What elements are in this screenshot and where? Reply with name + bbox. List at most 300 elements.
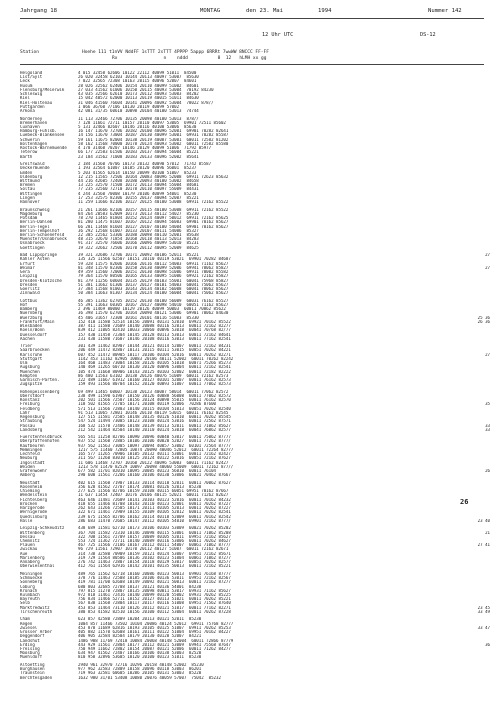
station-name: Traunstein — [20, 671, 45, 676]
station-name: Gera — [20, 270, 30, 275]
observation-values: 322 671 11461 72909 10155 20109 40105 52012 60011 70262 82541 — [78, 510, 231, 515]
station-name: Freiburg — [20, 402, 40, 407]
observation-values: 27 033 41562 61006 10150 20115 40093 53004 70192 84230 — [78, 87, 214, 92]
table-row — [20, 109, 490, 113]
observation-values: 48 315 32670 71854 10168 20118 40113 52013 84283 — [78, 237, 199, 242]
table-row — [20, 155, 490, 159]
column-codes-line1: Hoehe 111 t1nVV NddFF 1sTTT 2sTTT 4PPPP 5appp 6RRRt 7wwWW 8NCCC FF-FF — [82, 50, 269, 55]
observation-values: 1004 857 11466 73502 10104 20086 40124 52012 69911 75768 82777 — [78, 621, 234, 626]
observation-values: 86 480 11563 63102 10138 20126 40076 51009 60011 72162 82573 — [78, 373, 229, 378]
observation-values: 77 235 32560 72710 10178 20110 40097 55009 84431 — [78, 187, 199, 192]
station-name: Duesseldorf — [20, 332, 48, 337]
observation-values: 4 015 32458 62606 10122 22112 40099 51011 84500 — [78, 71, 197, 75]
observation-values: 157 430 11458 72304 10145 20128 40113 53013 60011 72162 84641 — [78, 332, 231, 337]
station-name: Sonneberg — [20, 580, 43, 585]
observation-values: 81 379 11256 60604 10135 20129 40103 55001 60041 75968 85827 — [78, 278, 229, 283]
row-annotation: 26 36 — [477, 319, 490, 324]
station-name: Teterow — [20, 150, 38, 155]
station-name: Weiden — [20, 464, 35, 469]
station-name: Hannover — [20, 200, 40, 205]
row-annotation — [442, 473, 490, 477]
station-name: Berlin-Schoenefeld — [20, 233, 65, 237]
row-annotation: 27 41 — [477, 543, 490, 548]
station-name: Helgoland — [20, 71, 43, 75]
station-name: Chemnitz — [20, 539, 40, 544]
weekday-label: MONTAG — [200, 8, 221, 14]
station-name: Neustadt — [20, 480, 40, 485]
observation-values: 322 708 11561 72709 10157 20089 40105 52011 69951 72162 85627 — [78, 534, 231, 539]
observation-values: 277 625 11566 82706 10159 20108 40115 60051 69951 70162 87667 — [78, 489, 229, 494]
station-name: Kulmbach — [20, 593, 40, 598]
observation-values: 51 381 11662 61306 10137 20127 40101 54003 60041 75062 85627 — [78, 282, 229, 287]
observation-values: 571 513 11566 72803 10140 20115 40104 51013 60051 70262 82540 — [78, 406, 231, 411]
station-name: Bremerhaven — [20, 120, 48, 125]
station-name: Landsberg — [20, 427, 43, 432]
station-name: Husum — [20, 83, 33, 88]
observation-values: 140 469 11265 60710 10130 20120 40096 53004 60011 72162 82541 — [78, 365, 231, 370]
table-row — [20, 473, 490, 477]
observation-values: 972 818 11461 72416 10140 20099 40120 55002 69931 70262 85225 — [78, 593, 231, 598]
observation-values: 11 113 32466 72706 10135 20098 40100 53013 878// — [78, 116, 199, 121]
station-name: Weimar — [20, 265, 35, 270]
row-annotation: 27 — [485, 352, 490, 357]
station-name: Norderney — [20, 116, 43, 121]
observation-values: 5 203 41565 62614 10150 20099 40100 51007 85233 — [78, 170, 197, 175]
station-name: Wittenberg — [20, 530, 45, 535]
station-name: Deggendorf — [20, 634, 45, 639]
observation-values: 797 815 11270 72807 10135 20098 40011 53017 69931 71162 85627 — [78, 588, 231, 593]
observation-values: 1 066 36/60 7/106 10130 20119 40099 57002 — [78, 104, 180, 109]
observation-values: 1632 980 31/01 53408 10080 20076 40059 57007 75042 85232 — [78, 675, 221, 680]
observation-values: 36 398 11570 62706 10164 20090 40121 53006 69901 70062 84630 — [78, 311, 229, 316]
station-name: Selb — [20, 601, 30, 606]
observation-values: 91 317 32570 76606 10166 20096 40099 53010 85231 — [78, 241, 199, 246]
observation-values: 46 385 11362 62705 10152 20130 40100 56009 60031 76162 85527 — [78, 298, 229, 303]
observation-values: 84 264 20583 62009 10173 20113 40112 54027 85230 — [78, 211, 199, 216]
station-name: Lahr — [20, 410, 30, 415]
station-name: Wuerzburg — [20, 315, 43, 320]
table-row — [20, 610, 490, 614]
observation-values: 406 905 32584 82504 10179 20130 40120 52007 84221 — [78, 634, 202, 639]
observation-values: 1486 908 11/69 72418 10084 20068 40148 52004 60011 72866 87779 — [78, 638, 234, 643]
row-annotation: 35 — [485, 402, 490, 407]
observation-values: 17 253 32575 82306 10155 20137 40094 52007 85221 — [78, 195, 199, 200]
observation-values: 11 259 11666 82106 10127 20125 40100 53008 69911 72162 85522 — [78, 200, 229, 205]
observation-values: 443 929 11561 72804 10177 20112 40121 53009 69941 75568 87647 — [78, 642, 231, 647]
station-name: Kaufbeuren — [20, 443, 45, 448]
row-annotation: 26 — [485, 469, 490, 474]
station-name: Puttgarden — [20, 104, 45, 109]
station-name: Leck — [20, 79, 30, 84]
station-name: Grosser Arber — [20, 630, 53, 635]
observation-values: 937 552 11560 72805 10106 20106 40020 52027 60011 77262 8777/ — [78, 439, 231, 444]
station-name: Trier — [20, 344, 33, 349]
observation-values: 12 215 11565 72506 10164 20083 40096 52008 69911 72623 85632 — [78, 174, 229, 179]
observation-values: 418 655 11466 81708 10143 20110 40123 52001 60011 70262 87227 — [78, 501, 231, 506]
station-name: Barth — [20, 154, 33, 159]
station-name: Nuernberg — [20, 311, 43, 316]
observation-values: 839 412 11005 82410 10033 20060 40096 53018 60041 70/68 82/77 — [78, 328, 231, 333]
observation-values: 453 870 11689 62816 10193 20105 40125 51007 69911 70262 85253 — [78, 625, 231, 630]
station-name: Dresden-Klotzsche — [20, 278, 62, 283]
station-name: Potsdam — [20, 216, 38, 221]
observation-values: 238 499 11590 61907 10150 20126 40088 56008 60011 77062 82572 — [78, 393, 231, 398]
station-name: Aachen — [20, 336, 35, 341]
station-name: Koeln/Bonn — [20, 328, 45, 333]
observation-values: 239 675 11565 82706 10162 20114 40118 52009 60011 70162 82542 — [78, 514, 231, 519]
station-name: Magdeburg — [20, 211, 43, 216]
station-name: Schmuecke — [20, 576, 43, 581]
row-annotation — [442, 109, 490, 113]
row-annotation — [442, 246, 490, 250]
station-name: Wittmund — [20, 179, 40, 183]
observation-values: 301 439 11462 82907 10144 20121 40114 52007 60011 72162 84231 — [78, 344, 231, 349]
station-name: Leipzig-Schkeuditz — [20, 526, 65, 531]
observation-values: 42 081 31/35 60610 10098 20104 40100 53013 74744 — [78, 109, 199, 114]
observation-values: 159 493 11566 80704 10152 20120 40093 51007 60011 77062 82573 — [78, 382, 231, 387]
observation-values: 78 270 11465 81804 10152 20124 40097 50012 69911 72162 85625 — [78, 216, 229, 221]
station-name: Meiningen — [20, 571, 43, 576]
station-name: Kahler Asten — [20, 257, 50, 262]
observation-values: 202 501 11566 72507 10156 20124 40098 55015 60011 76162 82570 — [78, 398, 231, 403]
observation-values: 977 962 32583 72809 10158 20096 40118 53003 86201 — [78, 667, 202, 672]
observation-values: 44 216 42605 72408 10180 20093 40100 53002 84658 — [78, 179, 199, 183]
station-name: Boltenhagen — [20, 141, 48, 146]
station-name: List/Sylt — [20, 75, 43, 80]
station-name: Wiesbaden — [20, 324, 43, 329]
observation-values: 14 156 11670 73004 10187 20130 40099 53001 69931 70282 85587 — [78, 133, 229, 138]
nummer-label: Nummer 142 — [428, 8, 462, 14]
observation-values: 127 515 11581 72505 10148 20135 40126 51010 60011 70262 85545 — [78, 415, 231, 420]
observation-values: 387 411 11580 72609 10140 20088 40116 52013 60011 72162 82277 — [78, 324, 231, 329]
station-name: Erfurt — [20, 261, 35, 266]
observation-values: 438 689 11581 62710 10173 20106 40103 53009 60021 70262 85202 — [78, 526, 231, 531]
observation-values: 66 177 22583 61506 10183 20137 40094 56004 85221 — [78, 150, 199, 155]
station-name: Straubing — [20, 419, 43, 424]
handwritten-mark: 26 — [460, 498, 469, 506]
station-name: Coburg — [20, 584, 35, 589]
observation-values: 412 761 11564 62916 10142 20101 40135 50013 60011 72162 85221 — [78, 564, 231, 569]
station-name: Oberpfaffenhofen — [20, 439, 60, 444]
observation-values: 13 225 32570 71508 10172 20113 40094 55004 84681 — [78, 183, 199, 188]
observation-values: 1213 578 11470 82529 10097 20098 40060 55009 60011 72162 877// — [78, 464, 234, 469]
observation-values: 26 020 32458 62103 10144 20113 40097 53007 85630 — [78, 75, 199, 80]
station-name: Emden — [20, 170, 33, 175]
observation-values: 367 704 11582 72310 10146 20098 40115 53001 60011 71062 85208 — [78, 530, 231, 535]
observation-values: 402 615 11560 71907 10133 20114 40110 52011 60011 70062 87627 — [78, 480, 231, 485]
station-name: Hohenpeissenberg — [20, 389, 60, 394]
observation-values: 453 853 11464 73110 10126 20112 40121 51017 60011 77162 82271 — [78, 605, 231, 610]
table-row — [20, 655, 490, 659]
station-name: Neuburg — [20, 456, 38, 461]
station-name: Cham — [20, 617, 30, 622]
observation-values: 50 384 11663 81307 10134 20124 40100 56004 60041 75062 85627 — [78, 291, 229, 296]
station-name: Burghausen — [20, 667, 45, 672]
observation-values: 165 577 11265 70906 10105 20132 40111 53001 60011 72162 82427 — [78, 452, 231, 457]
code-label: DS-12 — [420, 32, 436, 38]
observation-values: 66 281 11468 81604 10127 20107 40100 54004 69901 70162 85627 — [78, 224, 229, 229]
observation-values: 276 742 11463 72807 10154 20118 40129 53017 60051 70262 82577 — [78, 560, 231, 565]
observation-values: 45 406 31657 72308 10161 20101 40116 51003 85330 — [78, 315, 199, 320]
station-name: Rostock-Warnemuende — [20, 146, 67, 151]
station-name: Muenchen — [20, 369, 40, 374]
station-name: Flensburg/Meierwik — [20, 87, 65, 92]
observation-values: 37 384 11568 81003 10143 20134 40102 56008 60041 78062 85627 — [78, 287, 229, 291]
observation-values: 81 348 11570 82306 10158 20130 40099 52006 69941 78062 85827 — [78, 265, 229, 270]
observation-values: 11 637 11454 72407 10176 20106 40115 52021 60011 71262 82627 — [78, 493, 229, 498]
observation-values: 2 396 11469 80000 10129 20126 40099 50003 60011 70062 85622 — [78, 307, 226, 312]
station-name: Harzgerode — [20, 506, 45, 511]
table-row — [20, 337, 490, 341]
station-name: Lingen — [20, 195, 35, 200]
observation-values: 81 280 11475 81607 10167 20122 40094 56003 69901 70162 85627 — [78, 220, 229, 225]
observation-values: 719 963 32581 60605 10206 20105 40131 53003 85220 — [78, 671, 202, 676]
observation-values: 286 683 11470 72605 10147 20112 40105 54010 69901 72162 8777/ — [78, 518, 231, 523]
observation-values: 1142 453 11162 82905 10083 20106 40111 52002 60011 70262 82242 — [78, 356, 234, 361]
row-annotation: 23 45 — [477, 605, 490, 610]
observation-values: 23 184 31562 71008 10183 20133 40096 52002 85641 — [78, 154, 199, 159]
row-annotation — [442, 337, 490, 341]
station-name: Cottbus — [20, 298, 38, 303]
row-annotation: 27 — [485, 265, 490, 270]
table-row — [20, 382, 490, 386]
observation-values: 7 128 11661 72711 10157 20110 40097 53005 69901 72511 85602 — [78, 120, 226, 125]
station-name: Memmingen — [20, 447, 43, 452]
observation-values: 4 170 31460 70207 10146 20129 40099 51006 71792 85977 — [78, 146, 212, 151]
observation-values: 467 725 11566 72106 10167 20112 40111 54007 60061 71062 8777/ — [78, 543, 231, 548]
station-name: Brocken — [20, 501, 38, 506]
observation-values: 19 322 32662 72506 10170 20112 40095 52009 84625 — [78, 245, 199, 250]
station-name: Cuxhaven — [20, 125, 40, 129]
table-row — [20, 519, 490, 523]
observation-values: 222 489 11667 61912 10160 20127 40101 52007 60011 76162 82573 — [78, 378, 231, 383]
observation-values: 677 582 11/01 82010 10095 20085 40123 56010 60011 76104 — [78, 469, 217, 474]
observation-values: 565 541 11258 82706 10090 20096 40040 53017 60011 75062 87777 — [78, 435, 231, 440]
observation-values: 231 438 11580 71607 10146 20108 40116 53013 60011 77162 82541 — [78, 336, 231, 341]
observation-values: 206 449 11472 82807 10131 20115 40111 53015 60051 70262 84221 — [78, 348, 231, 353]
observation-values: 756 834 11466 52711 10152 20127 40113 51021 60011 70262 85221 — [78, 597, 231, 602]
observation-table — [20, 71, 490, 680]
station-name: Lechfeld — [20, 452, 40, 457]
observation-values: 59 328 11575 82606 10166 20116 40112 54003 69911 71162 85627 — [78, 261, 229, 266]
station-name: Tirschenreuth — [20, 609, 53, 614]
observation-values: 28 026 32562 62406 10154 20110 40099 51002 84601 — [78, 83, 199, 88]
observation-values: 39 321 32686 72706 10171 20092 40106 52011 85221 — [78, 253, 199, 258]
station-name: Berlin-Tempelhof — [20, 228, 60, 233]
station-name: Oberstdorf — [20, 393, 45, 398]
observation-values: 212 542 11464 82504 10140 20110 40124 53018 60041 76062 82577 — [78, 427, 231, 432]
observation-values: 2940 961 32970 72716 10296 20158 40148 52002 85230 — [78, 662, 204, 667]
observation-values: 152 410 11580 52514 10156 20091 40131 52010 69921 70162 85522 — [78, 319, 231, 324]
observation-values: 21 261 11666 82106 10157 20115 40100 53008 69911 72162 85522 — [78, 207, 229, 212]
observation-values: 36 292 12568 61007 10133 20107 40111 54006 85327 — [78, 228, 199, 233]
station-name: Rosenheim — [20, 485, 43, 490]
station-name: Zinnwald — [20, 291, 40, 296]
table-row — [20, 291, 490, 295]
observation-values: 463 646 11481 72609 10141 20103 40123 52016 60011 70162 84232 — [78, 497, 231, 502]
station-name: Konstanz — [20, 398, 40, 403]
row-annotation — [442, 564, 490, 568]
station-name: Zwiesel — [20, 625, 38, 630]
station-name: Regensburg — [20, 415, 45, 420]
station-name: Luebeck-Blankensee — [20, 133, 65, 138]
row-annotation: 33 49 — [477, 609, 490, 614]
observation-values: 22 305 22562 53306 10188 20098 40110 52001 85638 — [78, 233, 199, 237]
observation-values: 607 452 11472 80905 10117 20106 40104 52016 60011 70262 82271 — [78, 352, 231, 357]
station-name: Dresden — [20, 282, 38, 287]
station-name: Kiel — [20, 96, 30, 101]
table-row — [20, 676, 490, 680]
station-name: Ueckermuende — [20, 166, 50, 171]
station-name: Aue — [20, 551, 28, 556]
station-name: Dessau — [20, 534, 35, 539]
row-annotation — [442, 655, 490, 659]
observation-values: 5 131 32466 82607 10146 20116 40100 53006 85630 — [78, 125, 197, 129]
station-name: Hamburg-Fuhlsb. — [20, 129, 57, 134]
station-name: Leipzig — [20, 274, 38, 279]
station-name: Soltau — [20, 187, 35, 192]
station-name: Goettingen — [20, 245, 45, 250]
observation-values: 15 042 40572 62000 10113 20119 40015 51011 84630 — [78, 96, 199, 101]
station-name: Bad Lippspringe — [20, 253, 57, 258]
row-annotation: 21 — [485, 530, 490, 535]
station-name: Schleswig — [20, 92, 43, 97]
station-name: Arkona — [20, 109, 35, 114]
station-name: Goerlitz — [20, 287, 40, 291]
observation-values: 96 729 11561 72907 10170 20112 40127 51007 60011 72162 82671 — [78, 547, 229, 552]
row-annotation — [442, 291, 490, 295]
top-rule — [20, 18, 484, 19]
row-annotation — [442, 676, 490, 680]
observation-values: 58 162 11568 70000 10178 20124 40093 53002 60011 72582 85580 — [78, 141, 229, 146]
station-name: Marienberg — [20, 555, 45, 560]
observation-values: 79 364 11570 80506 10165 20133 40095 51006 69921 72162 85827 — [78, 274, 229, 279]
observation-values: 1 193 32564 61007 10185 20120 40096 56001 85237 — [78, 166, 197, 171]
station-name: Freising — [20, 647, 40, 652]
station-name: Berlin-Dahlem — [20, 220, 53, 225]
observation-values: 43 035 32566 62610 10173 20112 40093 53003 84202 — [78, 92, 199, 97]
observation-values: 810 958 32896 53605 10120 20100 40123 51011 85230 — [78, 655, 202, 660]
station-name: Karlsruhe — [20, 352, 43, 357]
station-name: Halle — [20, 518, 33, 523]
row-annotation: 27 — [485, 253, 490, 258]
station-name: Landshut — [20, 638, 40, 643]
observation-values: 31 046 41560 76604 10141 20096 40092 53004 78022 878// — [78, 100, 214, 105]
station-name: Amberg — [20, 473, 35, 478]
row-annotation: 33 — [485, 427, 490, 432]
header-rule — [20, 64, 484, 65]
row-annotation — [442, 155, 490, 159]
observation-values: 105 474 11668 80906 10143 20125 40103 52002 60011 72182 82222 — [78, 369, 231, 374]
observation-values: 262 643 11266 72505 10171 20111 40105 52013 60011 70262 87227 — [78, 506, 231, 511]
station-name: Fuerstenfeldbruck — [20, 435, 62, 440]
year-label: 1994 — [318, 8, 332, 14]
station-name: Fichtelberg — [20, 497, 48, 502]
station-name: Wernigerode — [20, 510, 48, 515]
observation-values: 405 882 11570 62608 10161 20111 40122 51004 69951 70162 84227 — [78, 630, 231, 635]
station-name: Chieming — [20, 489, 40, 494]
station-name: Kiel-Holtenau — [20, 100, 53, 105]
station-name: Kronach — [20, 588, 38, 593]
observation-values: 135 325 11566 62507 10151 20110 40119 53021 69901 70282 84687 — [78, 257, 231, 262]
observation-values: 378 776 11463 72508 10185 20106 40136 53011 69951 72162 82567 — [78, 576, 231, 581]
row-annotation: 36 — [485, 642, 490, 647]
observation-values: 118 502 41565 72705 10171 20108 40119 52006 70286 87600 — [78, 402, 217, 407]
observation-values: 16 147 11670 72706 10182 20100 40096 52001 69901 70282 82641 — [78, 129, 229, 134]
station-name: Regen — [20, 621, 33, 626]
station-name: Frankfurt/Main — [20, 319, 55, 324]
observation-values: 380 853 41582 82510 10156 20100 40112 53004 60011 70262 87228 — [78, 609, 231, 614]
station-name: Muenster/Osnabrueck — [20, 237, 67, 242]
observation-values: 553 724 11362 72711 10140 20089 40116 53006 60011 70262 84627 — [78, 539, 231, 544]
station-name: Osnabrueck — [20, 241, 45, 246]
observation-values: 2 184 31560 70706 10173 20132 40090 57012 71742 85587 — [78, 162, 212, 167]
station-name: Grafenwoehr — [20, 469, 48, 474]
row-annotation: 23 40 — [477, 518, 490, 523]
station-name: Bremen — [20, 183, 35, 188]
date-label: den 23. Mai — [246, 8, 284, 14]
station-name: Feldberg — [20, 406, 40, 411]
station-name: Bamberg — [20, 307, 38, 312]
station-name: Passau — [20, 423, 35, 428]
station-name: Annaberg — [20, 560, 40, 565]
observation-values: 69 499 11465 60607 10138 20123 40087 58014 60011 77062 82572 — [78, 389, 229, 394]
observation-values: 1217 575 11460 72805 10074 20090 40046 52012 60011 72264 82777 — [78, 447, 234, 452]
station-name: Stuttgart — [20, 356, 43, 361]
station-name: Greifswald — [20, 162, 45, 167]
observation-values: 680 803 32685 72708 10137 20121 40136 54001 84238 — [78, 584, 202, 589]
station-name: Oberwiesenthal — [20, 564, 55, 569]
table-row — [20, 564, 490, 568]
row-annotation — [442, 382, 490, 386]
row-annotation: 33 — [485, 423, 490, 428]
station-name: Bayreuth — [20, 597, 40, 602]
station-name: Zugspitze — [20, 382, 43, 387]
observation-values: 168 532 11570 72406 10148 20139 40113 52011 60011 71062 85627 — [78, 423, 231, 428]
station-name: Erding — [20, 642, 35, 647]
observation-values: 319 729 11564 80506 10136 20102 40123 51004 60061 71062 87277 — [78, 555, 231, 560]
station-name: Wittingen — [20, 191, 43, 196]
station-column-header: Station — [20, 50, 39, 55]
table-row — [20, 428, 490, 432]
observation-values: 4 244 32560 70008 10179 20106 40099 54001 85230 — [78, 191, 197, 196]
station-name: Ingolstadt — [20, 460, 45, 465]
station-name: Saarbruecken — [20, 348, 50, 353]
observation-values: 49 359 11560 72006 10151 20130 40098 51006 69911 70002 85582 — [78, 270, 229, 275]
observation-values: 164 460 11483 73004 10158 20126 40105 51018 60071 75266 85273 — [78, 361, 231, 366]
station-name: Oldenburg — [20, 174, 43, 179]
station-name: Kempten — [20, 373, 38, 378]
station-name: Hof — [20, 302, 28, 307]
observation-values: 59 161 11675 82004 10138 20119 40087 53001 60011 72582 81202 — [78, 137, 229, 142]
observation-values: 937 562 11563 73005 10097 20094 40057 53002 60101 72564 87777 — [78, 443, 231, 448]
observation-values: 419 781 11/00 62608 10149 20092 40121 50013 60011 72162 87277 — [78, 580, 231, 585]
observation-values: 290 600 11561 72206 10160 20106 40130 53006 60021 70462 87667 — [78, 473, 231, 478]
observation-values: 356 628 41562 72707 10174 20081 40126 52013 85230 — [78, 485, 202, 490]
table-row — [20, 246, 490, 250]
station-name: Marktredwitz — [20, 605, 50, 610]
station-name: Quedlinburg — [20, 514, 48, 519]
station-name: Augsburg — [20, 365, 40, 370]
station-name: Altoetting — [20, 662, 45, 667]
observation-values: 314 738 32580 70909 10159 20121 40124 53007 69951 72162 85671 — [78, 551, 231, 556]
observation-values: 623 857 42580 72809 10204 20113 40121 52011 85230 — [78, 617, 202, 622]
station-name: Berchtesgaden — [20, 675, 53, 680]
observation-values: 634 947 41562 72407 10166 20106 40138 53003 82520 — [78, 651, 202, 656]
station-name: Zwickau — [20, 547, 38, 552]
station-name: Wendelstein — [20, 493, 48, 498]
observation-values: 567 838 11568 72804 10117 20117 40116 51008 69951 71562 87640 — [78, 601, 231, 606]
